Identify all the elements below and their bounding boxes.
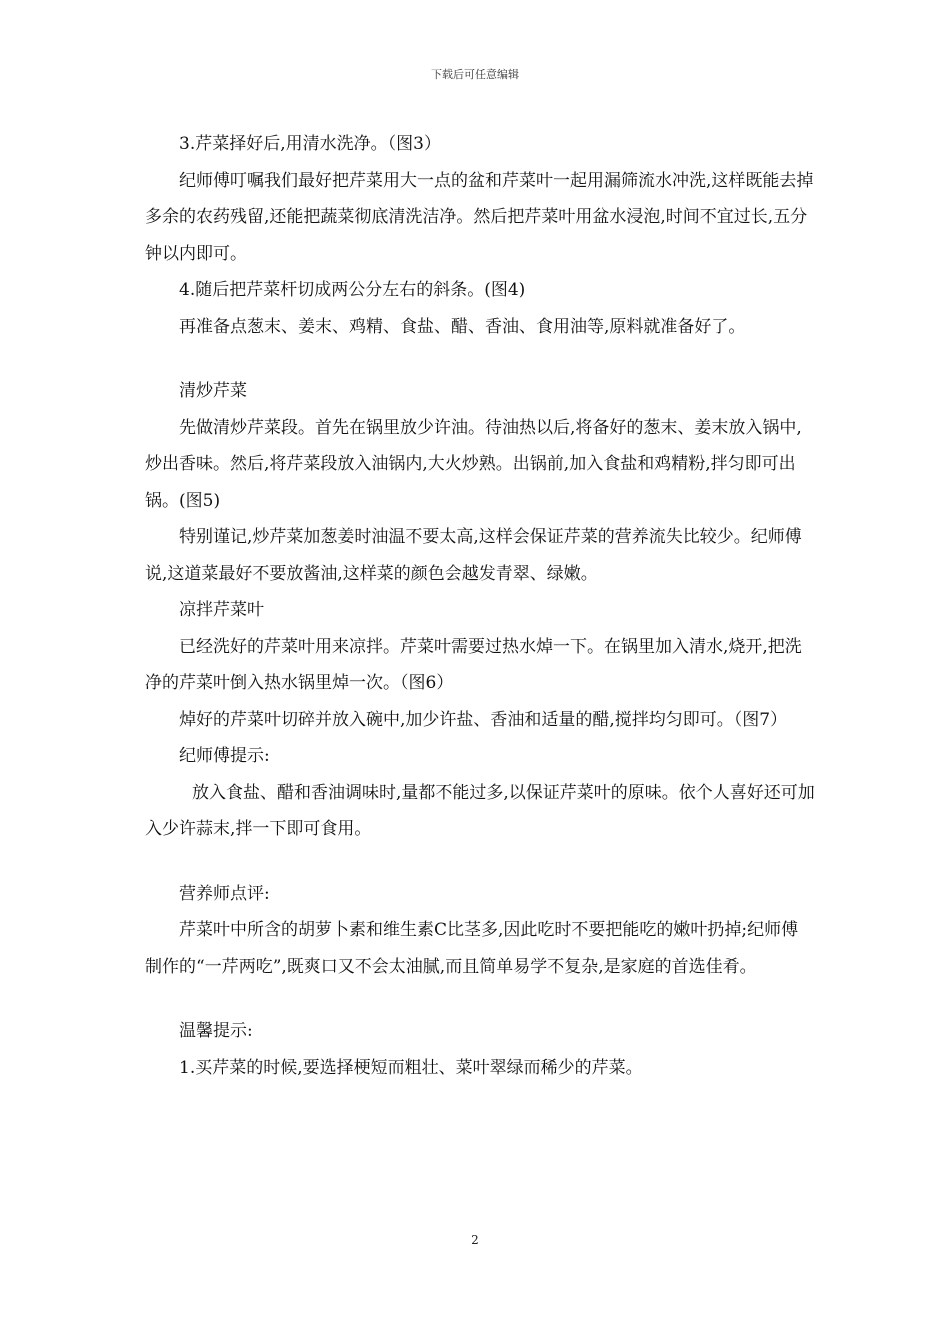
stir-fry-paragraph: 先做清炒芹菜段。首先在锅里放少许油。待油热以后,将备好的葱末、姜末放入锅中,炒出香味。然后,将芹菜段放入油锅内,大火炒熟。出锅前,加入食盐和鸡精粉,拌匀即可出锅。(图5) bbox=[145, 417, 802, 511]
step-3-paragraph: 3.芹菜择好后,用清水洗净。（图3） bbox=[179, 134, 441, 154]
blanching-paragraph: 已经洗好的芹菜叶用来凉拌。芹菜叶需要过热水焯一下。在锅里加入清水,烧开,把洗净的芹菜叶倒入热水锅里焯一次。（图6） bbox=[145, 636, 802, 693]
stir-fry-note-paragraph: 特别谨记,炒芹菜加葱姜时油温不要太高,这样会保证芹菜的营养流失比较少。纪师傅说,这道菜最好不要放酱油,这样菜的颜色会越发青翠、绿嫩。 bbox=[145, 527, 802, 584]
washing-advice-paragraph: 纪师傅叮嘱我们最好把芹菜用大一点的盆和芹菜叶一起用漏筛流水冲洗,这样既能去掉多余的农药残留,还能把蔬菜彻底清洗洁净。然后把芹菜叶用盆水浸泡,时间不宜过长,五分钟以内即可。 bbox=[145, 170, 814, 264]
nutritionist-heading: 营养师点评: bbox=[179, 883, 270, 904]
blank-line bbox=[145, 345, 815, 373]
page-number: 2 bbox=[471, 1233, 479, 1247]
chef-tips-paragraph: 放入食盐、醋和香油调味时,量都不能过多,以保证芹菜叶的原味。依个人喜好还可加入少许蒜末,拌一下即可食用。 bbox=[145, 782, 815, 839]
ingredients-paragraph: 再准备点葱末、姜末、鸡精、食盐、醋、香油、食用油等,原料就准备好了。 bbox=[179, 316, 746, 337]
nutritionist-paragraph: 芹菜叶中所含的胡萝卜素和维生素C比茎多,因此吃时不要把能吃的嫩叶扔掉;纪师傅制作的“一芹两吃”,既爽口又不会太油腻,而且简单易学不复杂,是家庭的首选佳肴。 bbox=[145, 920, 799, 977]
document-body bbox=[145, 126, 815, 1086]
warm-tips-heading: 温馨提示: bbox=[179, 1021, 253, 1041]
warm-tip-1-paragraph: 1.买芹菜的时候,要选择梗短而粗壮、菜叶翠绿而稀少的芹菜。 bbox=[179, 1057, 643, 1078]
chef-tips-heading: 纪师傅提示: bbox=[179, 746, 270, 766]
blank-line bbox=[145, 985, 815, 1013]
blank-line bbox=[145, 848, 815, 876]
section-heading-stir-fry: 清炒芹菜 bbox=[179, 381, 247, 401]
step-4-paragraph: 4.随后把芹菜杆切成两公分左右的斜条。(图4) bbox=[179, 280, 526, 300]
section-heading-cold-dish: 凉拌芹菜叶 bbox=[179, 600, 264, 620]
seasoning-paragraph: 焯好的芹菜叶切碎并放入碗中,加少许盐、香油和适量的醋,搅拌均匀即可。（图7） bbox=[179, 709, 788, 730]
page-header: 下载后可任意编辑 bbox=[431, 68, 519, 81]
